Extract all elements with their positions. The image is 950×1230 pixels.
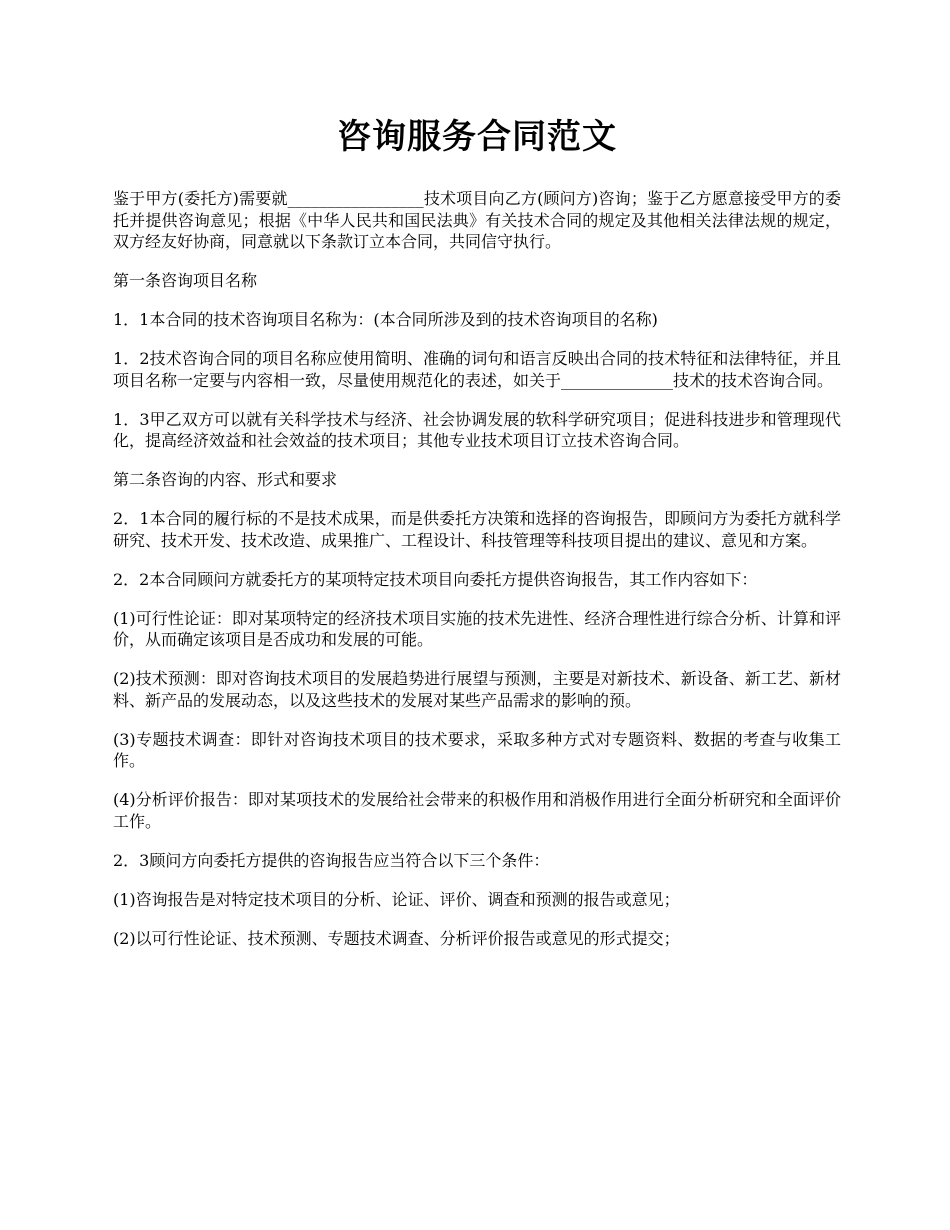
list-item-feasibility: (1)可行性论证：即对某项特定的经济技术项目实施的技术先进性、经济合理性进行综合分析、计算和评价，从而确定该项目是否成功和发展的可能。 [113,608,841,649]
condition-item-1: (1)咨询报告是对特定技术项目的分析、论证、评价、调查和预测的报告或意见； [113,889,680,909]
clause-2-1: 2．1本合同的履行标的不是技术成果，而是供委托方决策和选择的咨询报告，即顾问方为委托方就科学研究、技术开发、技术改造、成果推广、工程设计、科技管理等科技项目提出的建议、意见和方案。 [113,509,841,550]
clause-1-2: 1．2技术咨询合同的项目名称应使用简明、准确的词句和语言反映出合同的技术特征和法律特征，并且项目名称一定要与内容相一致，尽量使用规范化的表述，如关于______________技术的技术咨询合同。 [113,349,841,390]
list-item-forecast: (2)技术预测：即对咨询技术项目的发展趋势进行展望与预测，主要是对新技术、新设备、新工艺、新材料、新产品的发展动态，以及这些技术的发展对某些产品需求的影响的预。 [113,669,841,710]
clause-2-3: 2．3顾问方向委托方提供的咨询报告应当符合以下三个条件： [113,850,550,870]
document-page [113,112,841,967]
section-heading-1: 第一条咨询项目名称 [113,271,258,290]
document-title: 咨询服务合同范文 [337,117,617,157]
clause-1-3: 1．3甲乙双方可以就有关科学技术与经济、社会协调发展的软科学研究项目；促进科技进步和管理现代化，提高经济效益和社会效益的技术项目；其他专业技术项目订立技术咨询合同。 [113,409,841,450]
list-item-survey: (3)专题技术调查：即针对咨询技术项目的技术要求，采取多种方式对专题资料、数据的考查与收集工作。 [113,729,841,770]
clause-2-2: 2．2本合同顾问方就委托方的某项特定技术项目向委托方提供咨询报告，其工作内容如下： [113,569,758,589]
list-item-evaluation: (4)分析评价报告：即对某项技术的发展给社会带来的积极作用和消极作用进行全面分析研究和全面评价工作。 [113,790,841,831]
preamble-paragraph: 鉴于甲方(委托方)需要就_________________技术项目向乙方(顾问方)咨询；鉴于乙方愿意接受甲方的委托并提供咨询意见；根据《中华人民共和国民法典》有关技术合同的规定及其他相关法律法规的规定，双方经友好协商，同意就以下条款订立本合同，共同信守执行。 [113,189,841,251]
condition-item-2: (2)以可行性论证、技术预测、专题技术调查、分析评价报告或意见的形式提交； [113,928,680,948]
clause-1-1: 1．1本合同的技术咨询项目名称为：(本合同所涉及到的技术咨询项目的名称) [113,310,658,329]
section-heading-2: 第二条咨询的内容、形式和要求 [113,470,338,489]
